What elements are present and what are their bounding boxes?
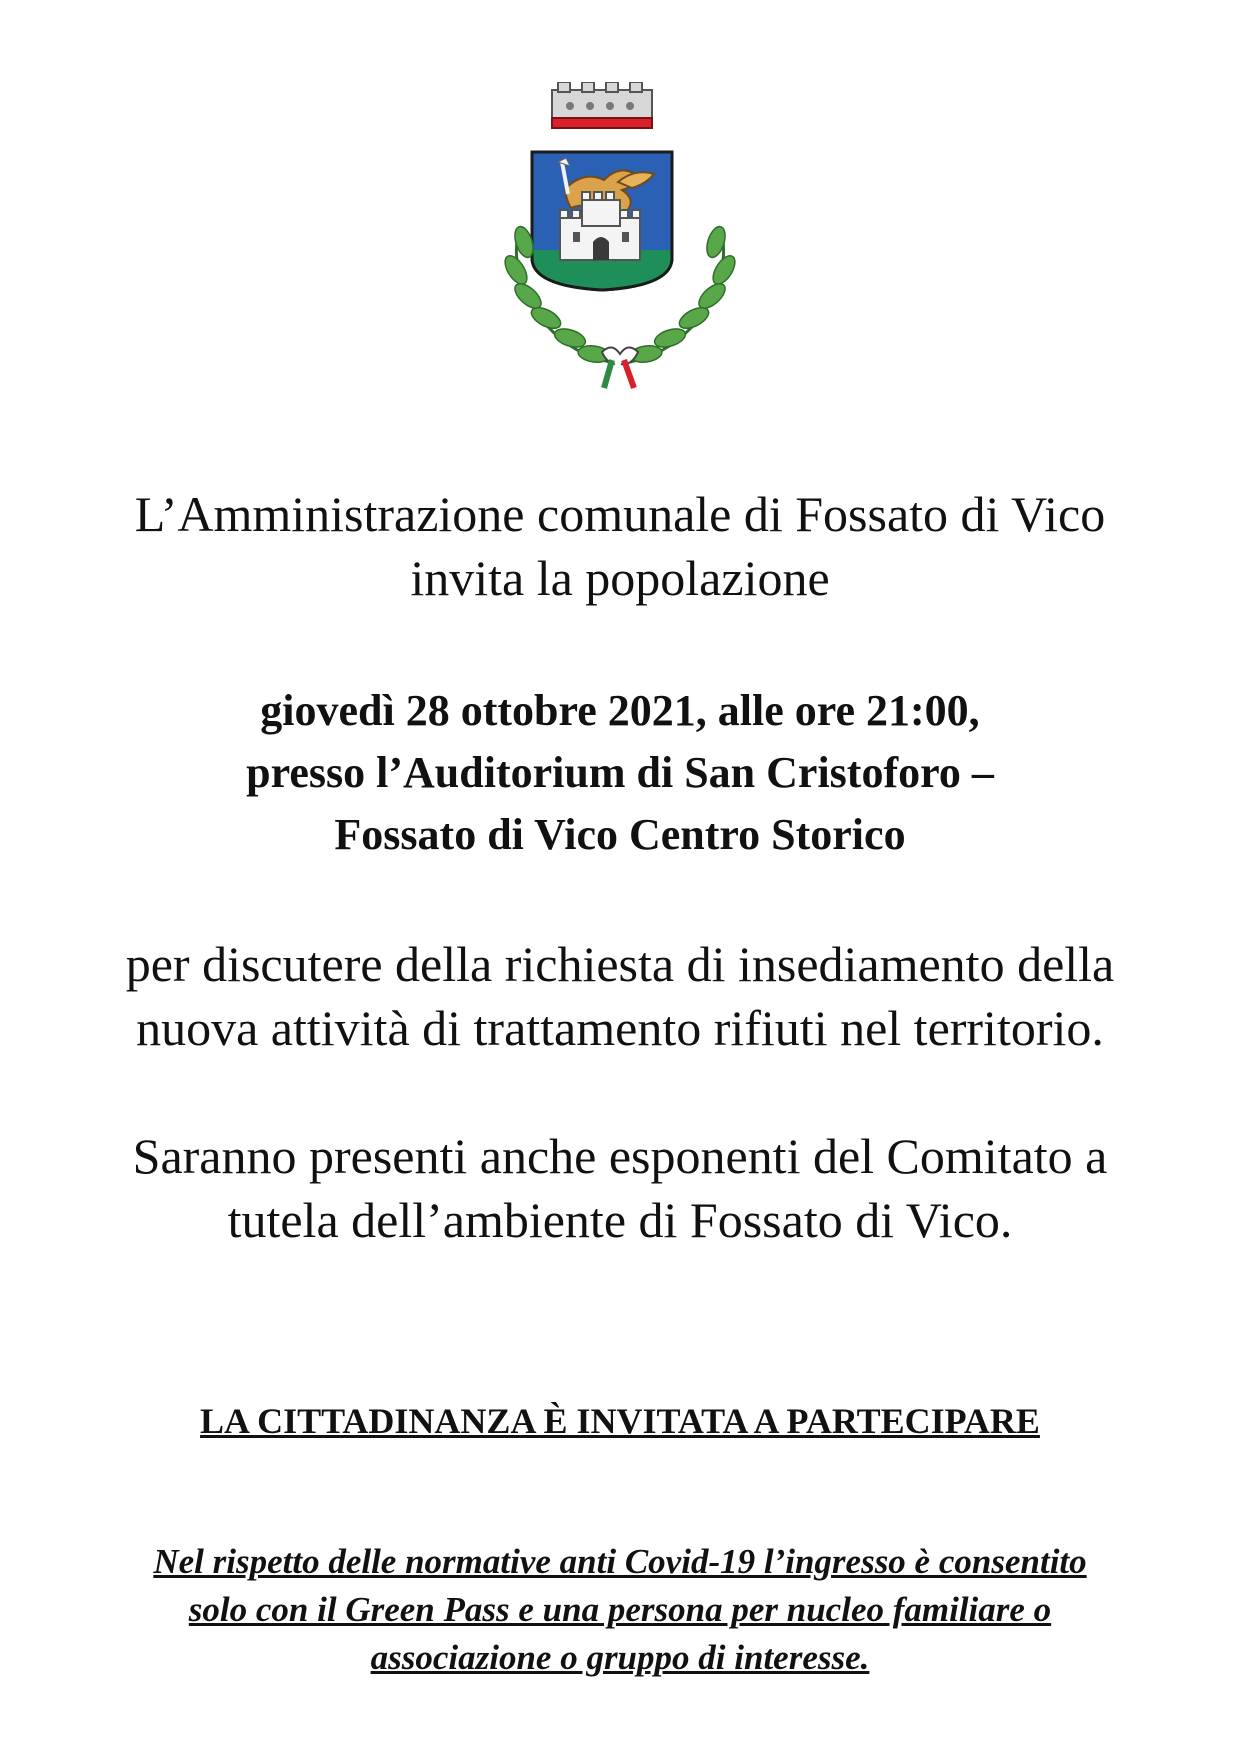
covid-notice xyxy=(40,1538,1200,1682)
event-date-line: giovedì 28 ottobre 2021, alle ore 21:00, xyxy=(260,686,980,735)
tricolor-ribbon-icon xyxy=(602,347,638,392)
event-details xyxy=(40,680,1200,866)
notice-line-3: associazione o gruppo di interesse. xyxy=(370,1638,870,1677)
meeting-purpose xyxy=(40,932,1200,1060)
intro-line-2: invita la popolazione xyxy=(410,550,830,606)
notice-line-2: solo con il Green Pass e una persona per nucleo familiare o xyxy=(188,1590,1052,1629)
purpose-line-2: nuova attività di trattamento rifiuti nel territorio. xyxy=(136,1000,1104,1056)
notice-line-1: Nel rispetto delle normative anti Covid-19 l’ingresso è consentito xyxy=(153,1542,1087,1581)
purpose-line-1: per discutere della richiesta di insediamento della xyxy=(125,936,1115,992)
event-venue-line: presso l’Auditorium di San Cristoforo – xyxy=(246,748,994,797)
municipal-coat-of-arms-icon xyxy=(490,82,750,402)
invitation-intro xyxy=(40,482,1200,610)
event-place-line: Fossato di Vico Centro Storico xyxy=(334,810,906,859)
intro-line-1: L’Amministrazione comunale di Fossato di Vico xyxy=(134,486,1106,542)
guests-line-2: tutela dell’ambiente di Fossato di Vico. xyxy=(227,1192,1013,1248)
call-to-action: LA CITTADINANZA È INVITATA A PARTECIPARE xyxy=(200,1401,1040,1441)
guests-notice xyxy=(40,1124,1200,1252)
mural-crown xyxy=(552,82,652,128)
guests-line-1: Saranno presenti anche esponenti del Comitato a xyxy=(132,1128,1108,1184)
